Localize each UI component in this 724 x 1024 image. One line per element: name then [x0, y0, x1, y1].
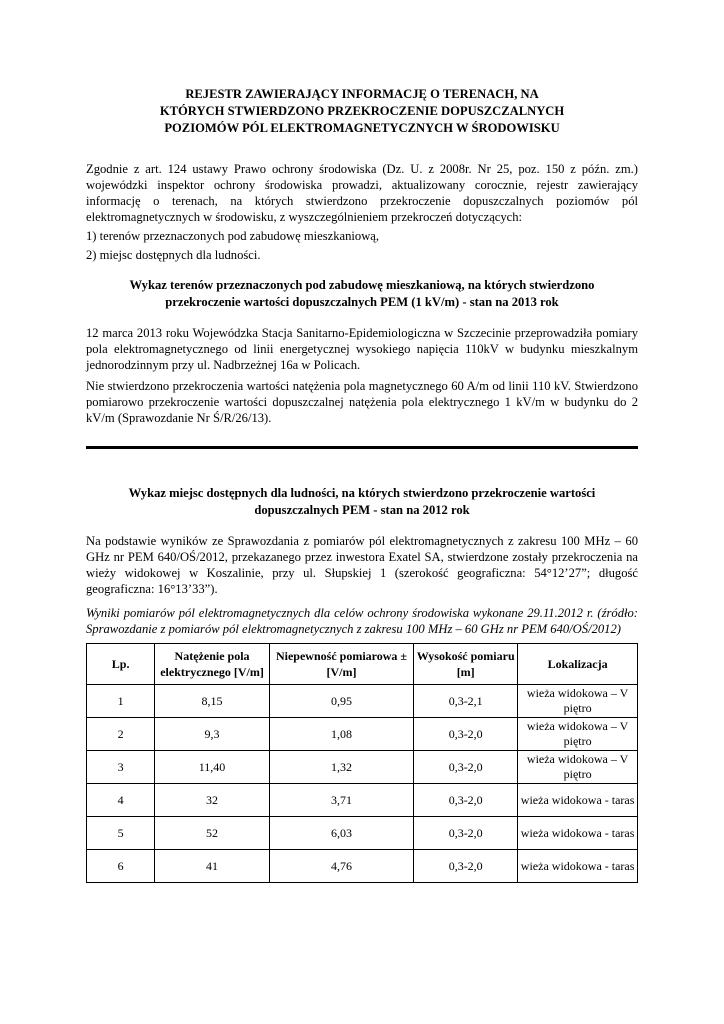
cell-lp: 5	[87, 817, 155, 850]
intro-paragraph: Zgodnie z art. 124 ustawy Prawo ochrony środowiska (Dz. U. z 2008r. Nr 25, poz. 150 z późn. zm.) wojewódzki inspektor ochrony środowiska prowadzi, aktualizowany corocznie, rejestr zawierający informację o terenach, na których stwierdzono przekroczenie dopuszczalnych poziomów pól elektromagnetycznych w środowisku, z wyszczególnieniem przekroczeń dotyczących:	[86, 162, 638, 224]
section1-paragraph-1: 12 marca 2013 roku Wojewódzka Stacja Sanitarno-Epidemiologiczna w Szczecinie przeprowadziła pomiary pola elektromagnetycznego od linii energetycznej wysokiego napięcia 110kV w budynku mieszkalnym jednorodzinnym przy ul. Nadbrzeżnej 16a w Policach.	[86, 326, 638, 372]
cell-height: 0,3-2,1	[414, 685, 518, 718]
section2-paragraph: Na podstawie wyników ze Sprawozdania z pomiarów pól elektromagnetycznych z zakresu 100 MHz – 60 GHz nr PEM 640/OŚ/2012, przekazanego przez inwestora Exatel SA, stwierdzone zostały przekroczenia na wieży widokowej w Koszalinie, przy ul. Słupskiej 1 (szerokość geograficzna: 54°12’27”; długość geograficzna: 16°13’33”).	[86, 534, 638, 596]
section2-heading: Wykaz miejsc dostępnych dla ludności, na których stwierdzono przekroczenie wartości dopuszczalnych PEM - stan na 2012 rok	[128, 486, 596, 517]
cell-lp: 1	[87, 685, 155, 718]
section1-paragraph-2: Nie stwierdzono przekroczenia wartości natężenia pola magnetycznego 60 A/m od linii 110 kV. Stwierdzono pomiarowo przekroczenie wartości dopuszczalnej natężenia pola elektrycznego 1 kV/m w budynku do 2 kV/m (Sprawozdanie Nr Ś/R/26/13).	[86, 379, 638, 425]
cell-location: wieża widokowa - taras	[518, 817, 638, 850]
cell-height: 0,3-2,0	[414, 850, 518, 883]
table-row	[87, 784, 638, 817]
cell-location: wieża widokowa – V piętro	[518, 685, 638, 718]
cell-location: wieża widokowa – V piętro	[518, 718, 638, 751]
cell-location: wieża widokowa - taras	[518, 850, 638, 883]
cell-height: 0,3-2,0	[414, 718, 518, 751]
header-height: Wysokość pomiaru [m]	[414, 644, 518, 685]
document-title: REJESTR ZAWIERAJĄCY INFORMACJĘ O TERENACH, NA KTÓRYCH STWIERDZONO PRZEKROCZENIE DOPUSZCZALNYCH POZIOMÓW PÓL ELEKTROMAGNETYCZNYCH W ŚRODOWISKU	[159, 87, 565, 135]
cell-field-strength: 11,40	[155, 751, 270, 784]
cell-lp: 6	[87, 850, 155, 883]
table-row	[87, 817, 638, 850]
measurement-table	[86, 643, 638, 883]
cell-field-strength: 8,15	[155, 685, 270, 718]
cell-uncertainty: 6,03	[269, 817, 413, 850]
cell-field-strength: 52	[155, 817, 270, 850]
header-field-strength: Natężenie pola elektrycznego [V/m]	[155, 644, 270, 685]
table-row	[87, 751, 638, 784]
table-header-row	[87, 644, 638, 685]
table-row	[87, 685, 638, 718]
cell-location: wieża widokowa – V piętro	[518, 751, 638, 784]
list-item-1: 1) terenów przeznaczonych pod zabudowę mieszkaniową,	[86, 229, 380, 243]
cell-field-strength: 32	[155, 784, 270, 817]
cell-height: 0,3-2,0	[414, 784, 518, 817]
cell-lp: 4	[87, 784, 155, 817]
table-caption: Wyniki pomiarów pól elektromagnetycznych dla celów ochrony środowiska wykonane 29.11.2012 r. (źródło: Sprawozdanie z pomiarów pól elektromagnetycznych z zakresu 100 MHz – 60 GHz nr PEM 640/OŚ/2012)	[86, 606, 638, 636]
header-uncertainty: Niepewność pomiarowa ± [V/m]	[269, 644, 413, 685]
cell-uncertainty: 4,76	[269, 850, 413, 883]
header-location: Lokalizacja	[518, 644, 638, 685]
section1-heading: Wykaz terenów przeznaczonych pod zabudowę mieszkaniową, na których stwierdzono przekroczenie wartości dopuszczalnych PEM (1 kV/m) - stan na 2013 rok	[129, 278, 595, 309]
cell-uncertainty: 0,95	[269, 685, 413, 718]
table-row	[87, 718, 638, 751]
cell-uncertainty: 3,71	[269, 784, 413, 817]
cell-uncertainty: 1,08	[269, 718, 413, 751]
cell-field-strength: 41	[155, 850, 270, 883]
cell-height: 0,3-2,0	[414, 817, 518, 850]
cell-location: wieża widokowa - taras	[518, 784, 638, 817]
cell-height: 0,3-2,0	[414, 751, 518, 784]
table-row	[87, 850, 638, 883]
cell-lp: 3	[87, 751, 155, 784]
cell-uncertainty: 1,32	[269, 751, 413, 784]
cell-field-strength: 9,3	[155, 718, 270, 751]
list-item-2: 2) miejsc dostępnych dla ludności.	[86, 248, 261, 262]
document-content	[86, 86, 638, 883]
cell-lp: 2	[87, 718, 155, 751]
header-lp: Lp.	[87, 644, 155, 685]
